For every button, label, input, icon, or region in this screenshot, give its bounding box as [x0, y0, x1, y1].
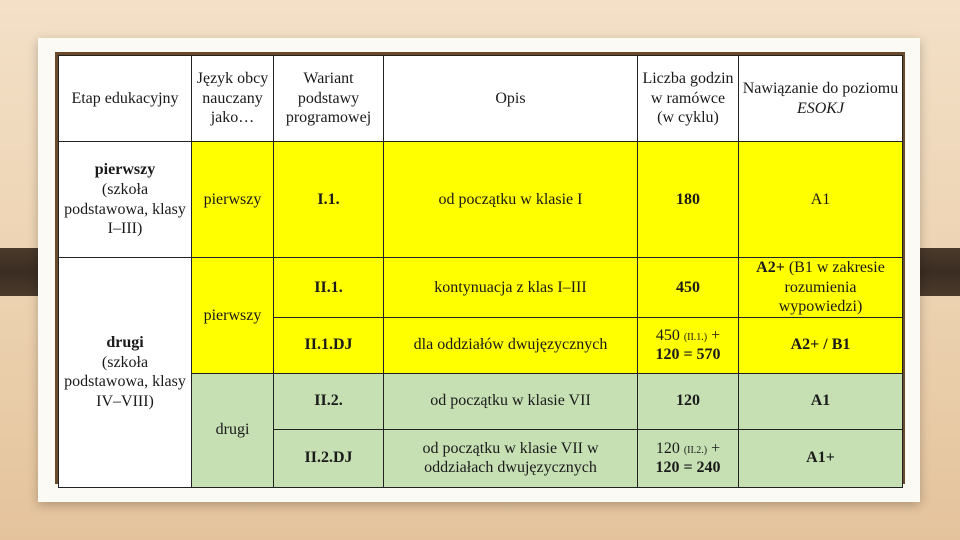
hours-line1: 120 — [655, 439, 680, 457]
description-cell: dla oddziałów dwujęzycznych — [384, 317, 638, 373]
hours-line2: 120 = 570 — [655, 346, 721, 364]
stage-second-detail: (szkoła podstawowa, klasy IV–VIII) — [64, 353, 186, 410]
hours-plus: + — [711, 439, 721, 457]
language-cell: pierwszy — [192, 142, 274, 258]
curriculum-table — [58, 55, 903, 488]
table-row — [59, 258, 903, 318]
header-stage: Etap edukacyjny — [59, 56, 192, 142]
stage-first-cell — [59, 142, 192, 258]
reference-bold: A2+ — [756, 259, 785, 276]
variant-cell: II.1. — [274, 258, 384, 318]
hours-cell — [638, 429, 739, 487]
description-cell: kontynuacja z klas I–III — [384, 258, 638, 318]
variant-cell: II.1.DJ — [274, 317, 384, 373]
hours-cell: 120 — [638, 373, 739, 429]
header-reference-label: Nawiązanie do poziomu — [742, 79, 899, 97]
hours-line2: 120 = 240 — [655, 459, 721, 477]
description-cell: od początku w klasie VII w oddziałach dwujęzycznych — [384, 429, 638, 487]
reference-rest: (B1 w zakresie rozumienia wypowiedzi) — [778, 259, 885, 316]
reference-cell: A1 — [739, 373, 903, 429]
hours-cell: 180 — [638, 142, 739, 258]
description-cell: od początku w klasie I — [384, 142, 638, 258]
hours-note: (II.1.) — [683, 331, 708, 343]
hours-line1: 450 — [655, 326, 680, 344]
stage-second-title: drugi — [106, 334, 144, 352]
language-cell: drugi — [192, 373, 274, 487]
hours-cell: 450 — [638, 258, 739, 318]
hours-note: (II.2.) — [683, 444, 708, 456]
hours-cell — [638, 317, 739, 373]
reference-cell: A2+ / B1 — [739, 317, 903, 373]
curriculum-table-frame — [55, 52, 905, 484]
variant-cell: I.1. — [274, 142, 384, 258]
stage-first-title: pierwszy — [94, 161, 156, 179]
header-reference — [739, 56, 903, 142]
header-language: Język obcy nauczany jako… — [192, 56, 274, 142]
header-variant: Wariant podstawy programowej — [274, 56, 384, 142]
stage-first-detail: (szkoła podstawowa, klasy I–III) — [64, 180, 186, 238]
reference-cell: A1+ — [739, 429, 903, 487]
header-hours: Liczba godzin w ramówce (w cyklu) — [638, 56, 739, 142]
hours-plus: + — [711, 326, 721, 344]
variant-cell: II.2.DJ — [274, 429, 384, 487]
language-cell: pierwszy — [192, 258, 274, 374]
stage-second-cell — [59, 258, 192, 488]
header-row — [59, 56, 903, 142]
description-cell: od początku w klasie VII — [384, 373, 638, 429]
reference-cell: A1 — [739, 142, 903, 258]
reference-cell — [739, 258, 903, 318]
header-reference-esokj: ESOKJ — [796, 99, 845, 117]
header-description: Opis — [384, 56, 638, 142]
variant-cell: II.2. — [274, 373, 384, 429]
table-row — [59, 142, 903, 258]
